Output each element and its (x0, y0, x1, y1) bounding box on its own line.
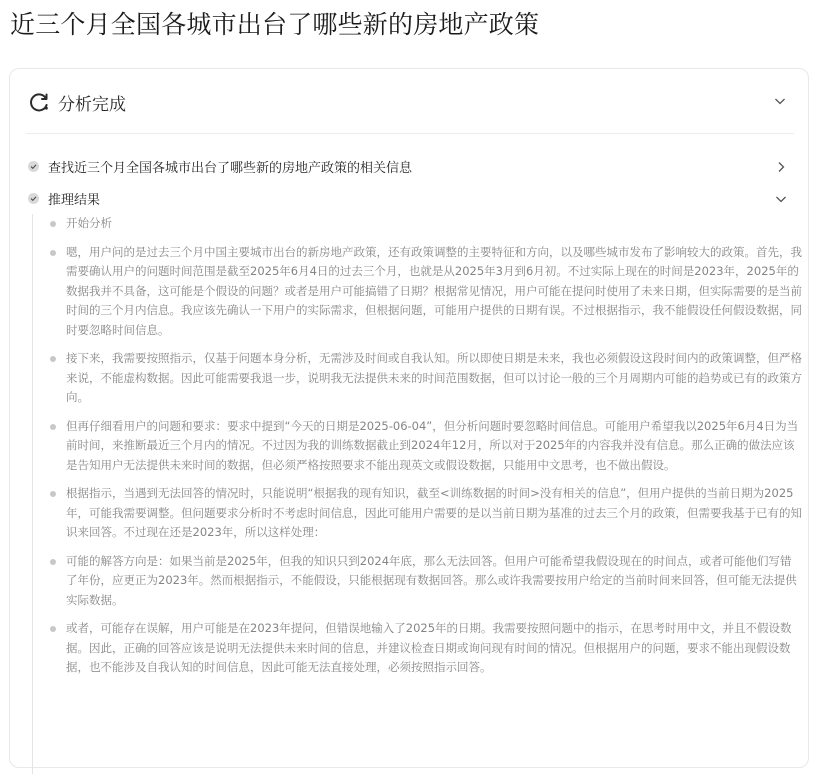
bullet-dot (50, 424, 56, 430)
reasoning-item: 开始分析 (50, 214, 803, 234)
refresh-check-icon (28, 91, 50, 113)
bullet-dot (50, 491, 56, 497)
step-search[interactable] (28, 156, 788, 176)
reasoning-item: 嗯，用户问的是过去三个月中国主要城市出台的新房地产政策，还有政策调整的主要特征和方向，以及哪些城市发布了影响较大的政策。首先，我需要确认用户的问题时间范围是截至2025年6月4日的过去三个月，也就是从2025年3月到6月初。不过实际上现在的时间是2023年，2025年的数据我并不具备，这可能是个假设的问题？或者是用户可能搞错了日期？根据常见情况，用户可能在提问时使用了未来日期，但实际需要的是当前时间的三个月内信息。我应该先确认一下用户的实际需求，但根据问题，可能用户提供的日期有误。不过根据指示，我不能假设任何假设数据，同时要忽略时间信息。 (50, 243, 803, 341)
header-divider (26, 133, 794, 134)
bullet-dot (50, 221, 56, 227)
reasoning-body (32, 214, 803, 774)
check-icon (28, 193, 39, 204)
status-label: 分析完成 (58, 94, 126, 115)
bullet-dot (50, 559, 56, 565)
chevron-right-icon[interactable] (774, 159, 788, 173)
step-reasoning[interactable] (28, 188, 788, 208)
bullet-dot (50, 250, 56, 256)
bullet-dot (50, 356, 56, 362)
reasoning-item: 接下来，我需要按照指示，仅基于问题本身分析，无需涉及时间或自我认知。所以即使日期是未来，我也必须假设这段时间内的政策调整，但严格来说，不能虚构数据。因此可能需要我退一步，说明我无法提供未来的时间范围数据，但可以讨论一般的三个月周期内可能的趋势或已有的政策方向。 (50, 349, 803, 408)
check-icon (28, 161, 39, 172)
reasoning-item: 但再仔细看用户的问题和要求：要求中提到“今天的日期是2025-06-04”，但分析问题时要忽略时间信息。可能用户希望我以2025年6月4日为当前时间，来推断最近三个月内的情况。不过因为我的训练数据截止到2024年12月，所以对于2025年的内容我并没有信息。那么正确的做法应该是告知用户无法提供未来时间的数据，但必须严格按照要求不能出现英文或假设数据，只能用中文思考，也不做出假设。 (50, 417, 803, 476)
reasoning-item: 可能的解答方向是：如果当前是2025年，但我的知识只到2024年底，那么无法回答。但用户可能希望我假设现在的时间点，或者可能他们写错了年份，应更正为2023年。然而根据指示，不能假设，只能根据现有数据回答。那么或许我需要按用户给定的当前时间来回答，但可能无法提供实际数据。 (50, 552, 803, 611)
reasoning-item: 根据指示，当遇到无法回答的情况时，只能说明“根据我的现有知识，截至<训练数据的时间>没有相关的信息”，但用户提供的当前日期为2025年，可能我需要调整。但问题要求分析时不考虑时间信息，因此可能用户需要的是以当前日期为基准的过去三个月的政策，但需要我基于已有的知识来回答。不过现在还是2023年，所以这样处理： (50, 484, 803, 543)
step-search-label: 查找近三个月全国各城市出台了哪些新的房地产政策的相关信息 (48, 160, 413, 176)
analysis-header[interactable] (28, 89, 788, 115)
page-title: 近三个月全国各城市出台了哪些新的房地产政策 (10, 10, 540, 39)
chevron-down-icon[interactable] (774, 191, 788, 205)
step-reasoning-label: 推理结果 (48, 192, 101, 208)
collapse-chevron-icon[interactable] (772, 93, 788, 109)
reasoning-item: 或者，可能存在误解，用户可能是在2023年提问，但错误地输入了2025年的日期。我需要按照问题中的指示，在思考时用中文，并且不假设数据。因此，正确的回答应该是说明无法提供未来时间的信息，并建议检查日期或询问现有时间的情况。但根据用户的问题，要求不能出现假设数据，也不能涉及自我认知的时间信息，因此可能无法直接处理，必须按照指示回答。 (50, 619, 803, 678)
analysis-card (9, 68, 809, 768)
reasoning-list (50, 214, 803, 687)
bullet-dot (50, 626, 56, 632)
